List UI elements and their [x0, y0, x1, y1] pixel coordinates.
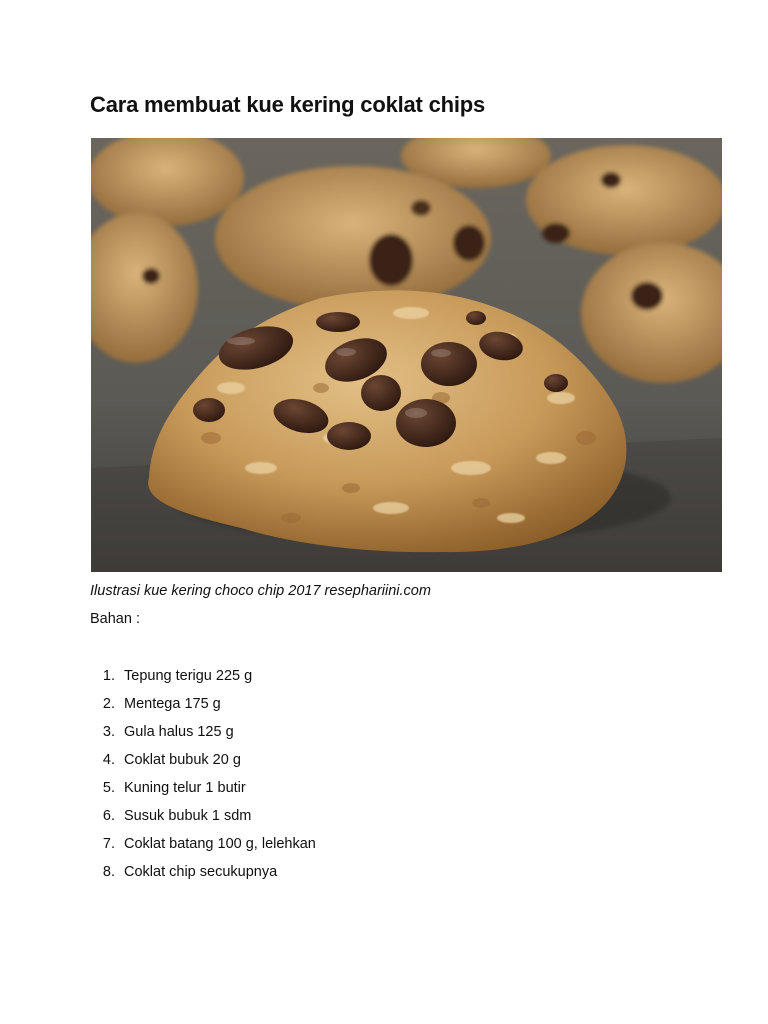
- list-item-text: Tepung terigu 225 g: [124, 668, 253, 684]
- ingredient-list: [96, 666, 316, 890]
- list-item-number: 1.: [102, 668, 115, 684]
- list-item-text: Coklat chip secukupnya: [124, 864, 278, 880]
- list-item-number: 5.: [102, 780, 115, 796]
- list-item: [96, 722, 316, 750]
- list-item-number: 2.: [102, 696, 115, 712]
- list-item-number: 8.: [102, 864, 115, 880]
- list-item: [96, 862, 316, 890]
- list-item: [96, 806, 316, 834]
- list-item: [96, 694, 316, 722]
- cookie-photo: [91, 138, 722, 572]
- list-item-text: Susuk bubuk 1 sdm: [124, 808, 252, 824]
- list-item-text: Mentega 175 g: [124, 696, 221, 712]
- list-item-text: Kuning telur 1 butir: [124, 780, 246, 796]
- photo-caption: Ilustrasi kue kering choco chip 2017 resephariini.com: [90, 583, 431, 599]
- list-item-number: 3.: [102, 724, 115, 740]
- list-item: [96, 834, 316, 862]
- list-item-number: 4.: [102, 752, 115, 768]
- list-item-number: 7.: [102, 836, 115, 852]
- ingredients-heading: Bahan :: [90, 611, 140, 627]
- list-item-number: 6.: [102, 808, 115, 824]
- list-item-text: Coklat batang 100 g, lelehkan: [124, 836, 316, 852]
- list-item: [96, 666, 316, 694]
- page-title: Cara membuat kue kering coklat chips: [90, 92, 486, 117]
- list-item-text: Coklat bubuk 20 g: [124, 752, 241, 768]
- list-item: [96, 750, 316, 778]
- list-item: [96, 778, 316, 806]
- list-item-text: Gula halus 125 g: [124, 724, 234, 740]
